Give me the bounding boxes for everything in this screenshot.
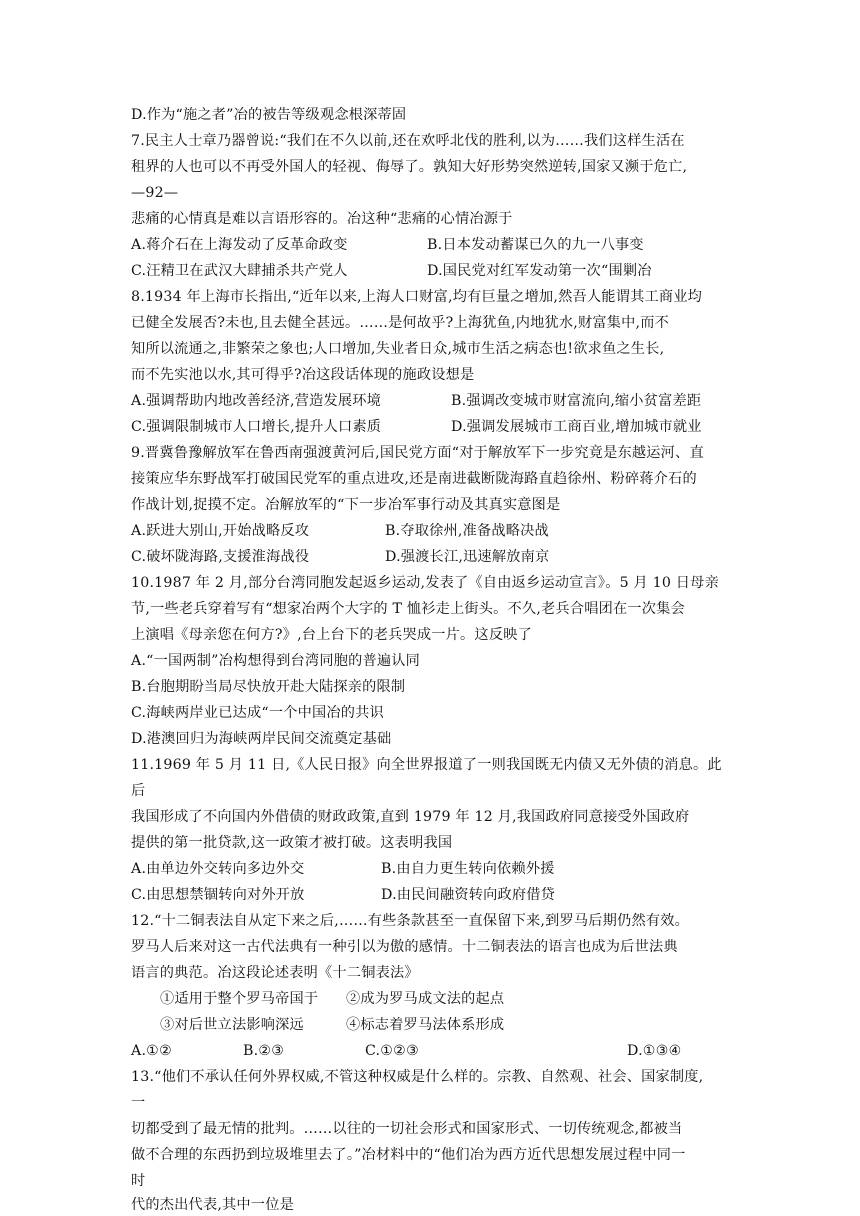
q12-stem-line-1: 12.“十二铜表法自从定下来之后,……有些条款甚至一直保留下来,到罗马后期仍然有效。 [131,913,689,929]
q8-option-b: B.强调改变城市财富流向,缩小贫富差距 [451,393,702,409]
q11-options-row-1 [131,856,555,882]
q11-options-row-2 [131,882,555,908]
q7-option-d: D.国民党对红军发动第一次“围剿冶 [427,263,652,279]
q12-statements-row-1 [160,986,504,1012]
q7-stem-line-3: 悲痛的心情真是难以言语形容的。冶这种“悲痛的心情冶源于 [131,211,513,227]
q8-stem-line-3: 知所以流通之,非繁荣之象也;人口增加,失业者日众,城市生活之病态也!欲求鱼之生长, [131,341,665,357]
q10-stem-line-1: 10.1987 年 2 月,部分台湾同胞发起返乡运动,发表了《自由返乡运动宣言》。5 月 10 日母亲 [131,575,719,591]
q12-option-c: C.①②③ [365,1043,420,1059]
q12-statement-3: ③对后世立法影响深远 [160,1017,304,1033]
q12-statement-4: ④标志着罗马法体系形成 [346,1017,505,1033]
q9-stem-line-1: 9.晋冀鲁豫解放军在鲁西南强渡黄河后,国民党方面“对于解放军下一步究竟是东越运河、直 [131,445,704,461]
q10-option-c: C.海峡两岸业已达成“一个中国冶的共识 [131,705,384,721]
q11-stem-line-4: 提供的第一批贷款,这一政策才被打破。这表明我国 [131,835,453,851]
q9-stem-line-3: 作战计划,捉摸不定。冶解放军的“下一步冶军事行动及其真实意图是 [131,497,561,513]
q6-option-d: D.作为“施之者”冶的被告等级观念根深蒂固 [131,107,407,123]
q7-option-b: B.日本发动蓄谋已久的九一八事变 [427,237,644,253]
q8-option-c: C.强调限制城市人口增长,提升人口素质 [131,419,382,435]
q13-stem-line-6: 代的杰出代表,其中一位是 [131,1197,294,1213]
q9-options-row-2 [131,544,549,570]
q8-stem-line-2: 已健全发展否?未也,且去健全甚远。……是何故乎?上海犹鱼,内地犹水,财富集中,而不 [131,315,670,331]
q9-option-d: D.强渡长江,迅速解放南京 [385,549,550,565]
q7-options-row-1 [131,232,644,258]
q12-statement-1: ①适用于整个罗马帝国于 [160,991,319,1007]
q13-stem-line-4: 做不合理的东西扔到垃圾堆里去了。”冶材料中的“他们冶为西方近代思想发展过程中同一 [131,1147,686,1163]
q11-option-a: A.由单边外交转向多边外交 [131,861,305,877]
q9-stem-line-2: 接策应华东野战军打破国民党军的重点进攻,还是南进截断陇海路直趋徐州、粉碎蒋介石的 [131,471,697,487]
q9-option-a: A.跃进大别山,开始战略反攻 [131,523,310,539]
q12-stem-line-2: 罗马人后来对这一古代法典有一种引以为傲的感情。十二铜表法的语言也成为后世法典 [131,939,678,955]
q10-option-b: B.台胞期盼当局尽快放开赴大陆探亲的限制 [131,679,406,695]
q7-stem-line-2: 租界的人也可以不再受外国人的轻视、侮辱了。孰知大好形势突然逆转,国家又濒于危亡, [131,159,688,175]
q12-option-d: D.①③④ [627,1043,682,1059]
q12-statements-row-2 [160,1012,504,1038]
q8-stem-line-4: 而不先实池以水,其可得乎?冶这段话体现的施政设想是 [131,367,475,383]
q9-options-row-1 [131,518,549,544]
page-number: —92— [131,185,179,201]
q9-option-b: B.夺取徐州,准备战略决战 [385,523,549,539]
q11-option-b: B.由自力更生转向依赖外援 [381,861,555,877]
q11-stem-line-3: 我国形成了不向国内外借债的财政政策,直到 1979 年 12 月,我国政府同意接受外国政府 [131,809,690,825]
q8-options-row-2 [131,414,702,440]
q12-options-row [131,1038,682,1064]
q13-stem-line-1: 13.“他们不承认任何外界权威,不管这种权威是什么样的。宗教、自然观、社会、国家制度, [131,1069,704,1085]
q8-option-d: D.强调发展城市工商百业,增加城市就业 [451,419,702,435]
q11-option-c: C.由思想禁锢转向对外开放 [131,887,305,903]
q7-option-a: A.蒋介石在上海发动了反革命政变 [131,237,348,253]
q12-option-a: A.①② [131,1043,172,1059]
q13-stem-line-5: 时 [131,1173,146,1189]
q9-option-c: C.破坏陇海路,支援淮海战役 [131,549,310,565]
q11-stem-line-2: 后 [131,783,146,799]
q13-stem-line-2: 一 [131,1095,146,1111]
q12-stem-line-3: 语言的典范。冶这段论述表明《十二铜表法》 [131,965,419,981]
q10-option-d: D.港澳回归为海峡两岸民间交流奠定基础 [131,731,392,747]
q10-stem-line-3: 上演唱《母亲您在何方?》,台上台下的老兵哭成一片。这反映了 [131,627,532,643]
q12-statement-2: ②成为罗马成文法的起点 [346,991,505,1007]
q10-stem-line-2: 节,一些老兵穿着写有“想家冶两个大字的 T 恤衫走上街头。不久,老兵合唱团在一次集会 [131,601,685,617]
q7-stem-line-1: 7.民主人士章乃器曾说:“我们在不久以前,还在欢呼北伐的胜利,以为……我们这样生活在 [131,133,685,149]
q8-option-a: A.强调帮助内地改善经济,营造发展环境 [131,393,382,409]
q7-options-row-2 [131,258,652,284]
q13-stem-line-3: 切都受到了最无情的批判。……以往的一切社会形式和国家形式、一切传统观念,都被当 [131,1121,683,1137]
q11-stem-line-1: 11.1969 年 5 月 11 日,《人民日报》向全世界报道了一则我国既无内债又无外债的消息。此 [131,757,722,773]
q8-stem-line-1: 8.1934 年上海市长指出,“近年以来,上海人口财富,均有巨量之增加,然吾人能谓其工商业均 [131,289,703,305]
q11-option-d: D.由民间融资转向政府借贷 [381,887,556,903]
q8-options-row-1 [131,388,701,414]
q7-option-c: C.汪精卫在武汉大肆捕杀共产党人 [131,263,348,279]
q10-option-a: A.“一国两制”冶构想得到台湾同胞的普遍认同 [131,653,421,669]
q12-option-b: B.②③ [243,1043,285,1059]
